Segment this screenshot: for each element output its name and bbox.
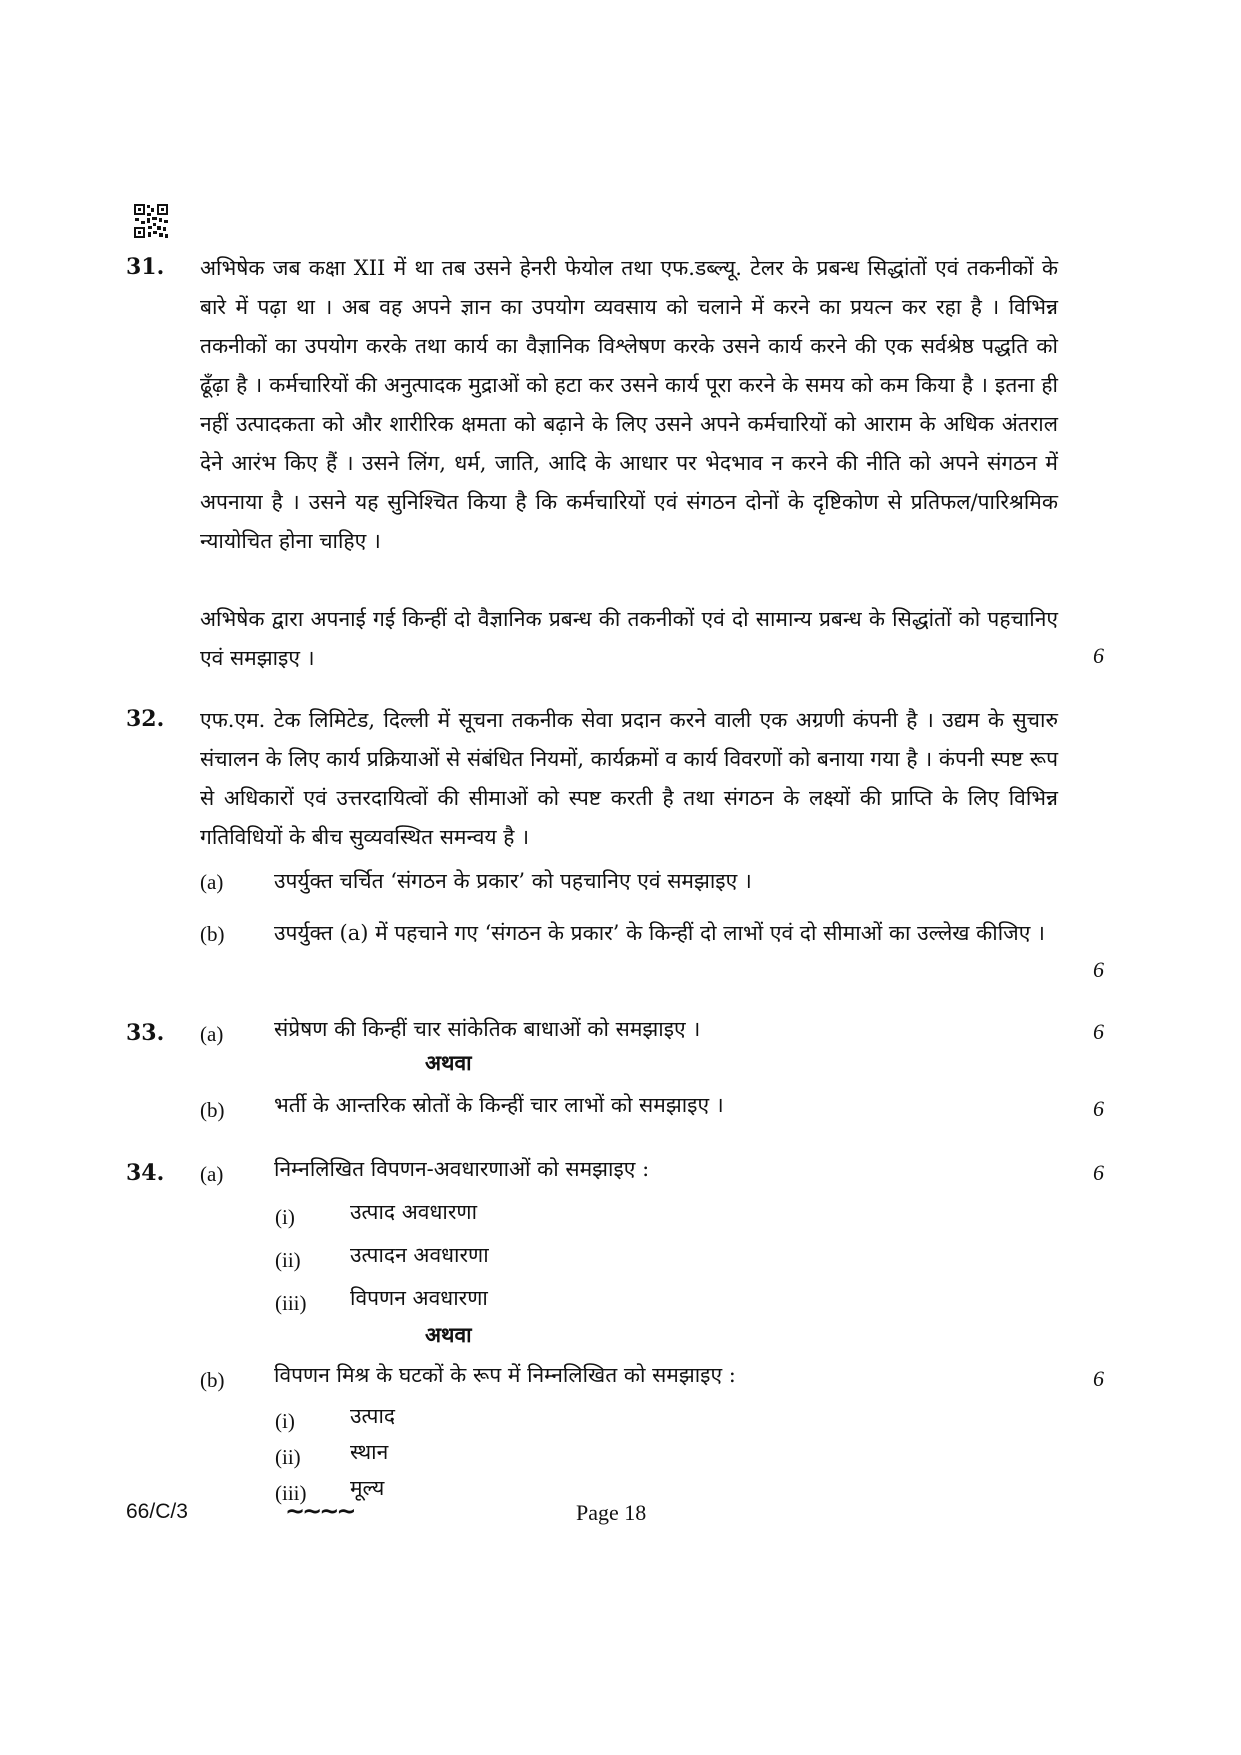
sub-question-text: भर्ती के आन्तरिक स्रोतों के किन्हीं चार लाभों को समझाइए ।	[274, 1093, 724, 1117]
list-item: स्थान	[350, 1440, 389, 1464]
marks: 6	[1093, 1019, 1104, 1044]
list-item-label: (iii)	[275, 1291, 307, 1315]
marks: 6	[1093, 1096, 1104, 1121]
marks: 6	[1093, 1160, 1104, 1185]
sub-question-label: (a)	[200, 870, 224, 894]
question-prompt: अभिषेक द्वारा अपनाई गई किन्हीं दो वैज्ञानिक प्रबन्ध की तकनीकों एवं दो सामान्य प्रबन्ध के सिद्धांतों को पहचानिए एवं समझाइए ।	[200, 607, 1058, 670]
list-item: उत्पाद	[350, 1404, 396, 1428]
sub-question-label: (b)	[200, 1368, 225, 1392]
list-item: मूल्य	[350, 1476, 385, 1500]
question-text: अभिषेक जब कक्षा XII में था तब उसने हेनरी फेयोल तथा एफ.डब्ल्यू. टेलर के प्रबन्ध सिद्धांतों एवं तकनीकों के बारे में पढ़ा था । अब वह अपने ज्ञान का उपयोग व्यवसाय को चलाने में करने का प्रयत्न कर रहा है । विभिन्न तकनीकों का उपयोग करके तथा कार्य का वैज्ञानिक विश्लेषण करके उसने कार्य करने की एक सर्वश्रेष्ठ पद्धति को ढूँढ़ा है । कर्मचारियों की अनुत्पादक मुद्राओं को हटा कर उसने कार्य पूरा करने के समय को कम किया है । इतना ही नहीं उत्पादकता को और शारीरिक क्षमता को बढ़ाने के लिए उसने अपने कर्मचारियों को आराम के अधिक अंतराल देने आरंभ किए हैं । उसने लिंग, धर्म, जाति, आदि के आधार पर भेदभाव न करने की नीति को अपने संगठन में अपनाया है । उसने यह सुनिश्चित किया है कि कर्मचारियों एवं संगठन दोनों के दृष्टिकोण से प्रतिफल/पारिश्रमिक न्यायोचित होना चाहिए ।	[200, 256, 1058, 553]
sub-question-text: उपर्युक्त (a) में पहचाने गए ‘संगठन के प्रकार’ के किन्हीं दो लाभों एवं दो सीमाओं का उल्लेख कीजिए ।	[274, 921, 1045, 945]
list-item-label: (i)	[275, 1205, 295, 1229]
page-number: Page 18	[576, 1500, 647, 1525]
question-number: 32.	[126, 706, 165, 732]
sub-question-text: निम्नलिखित विपणन-अवधारणाओं को समझाइए :	[274, 1157, 650, 1181]
sub-question-text: विपणन मिश्र के घटकों के रूप में निम्नलिखित को समझाइए :	[274, 1363, 736, 1387]
list-item: उत्पादन अवधारणा	[350, 1243, 489, 1267]
marks: 6	[1093, 643, 1104, 668]
sub-question-label: (b)	[200, 1098, 225, 1122]
sub-question-text: संप्रेषण की किन्हीं चार सांकेतिक बाधाओं को समझाइए ।	[274, 1017, 701, 1041]
question-number: 34.	[126, 1160, 165, 1186]
list-item: विपणन अवधारणा	[350, 1286, 488, 1310]
list-item-label: (i)	[275, 1409, 295, 1433]
list-item-label: (ii)	[275, 1445, 301, 1469]
sub-question-label: (a)	[200, 1022, 224, 1046]
sub-question-text: उपर्युक्त चर्चित ‘संगठन के प्रकार’ को पहचानिए एवं समझाइए ।	[274, 869, 752, 893]
list-item-label: (ii)	[275, 1248, 301, 1272]
question-text: एफ.एम. टेक लिमिटेड, दिल्ली में सूचना तकनीक सेवा प्रदान करने वाली एक अग्रणी कंपनी है । उद्यम के सुचारु संचालन के लिए कार्य प्रक्रियाओं से संबंधित नियमों, कार्यक्रमों व कार्य विवरणों को बनाया गया है । कंपनी स्पष्ट रूप से अधिकारों एवं उत्तरदायित्वों की सीमाओं को स्पष्ट करती है तथा संगठन के लक्ष्यों की प्राप्ति के लिए विभिन्न गतिविधियों के बीच सुव्यवस्थित समन्वय है ।	[200, 708, 1058, 849]
or-separator: अथवा	[425, 1050, 472, 1075]
tilde-ornament: ~~~~	[285, 1497, 354, 1525]
sub-question-label: (b)	[200, 922, 225, 946]
list-item: उत्पाद अवधारणा	[350, 1200, 478, 1224]
question-number: 33.	[126, 1020, 165, 1046]
qr-code-icon	[133, 203, 169, 239]
marks: 6	[1093, 957, 1104, 982]
list-item-label: (iii)	[275, 1481, 307, 1505]
marks: 6	[1093, 1366, 1104, 1391]
question-number: 31.	[126, 254, 165, 280]
or-separator: अथवा	[425, 1322, 472, 1347]
sub-question-label: (a)	[200, 1162, 224, 1186]
paper-code: 66/C/3	[126, 1500, 188, 1523]
